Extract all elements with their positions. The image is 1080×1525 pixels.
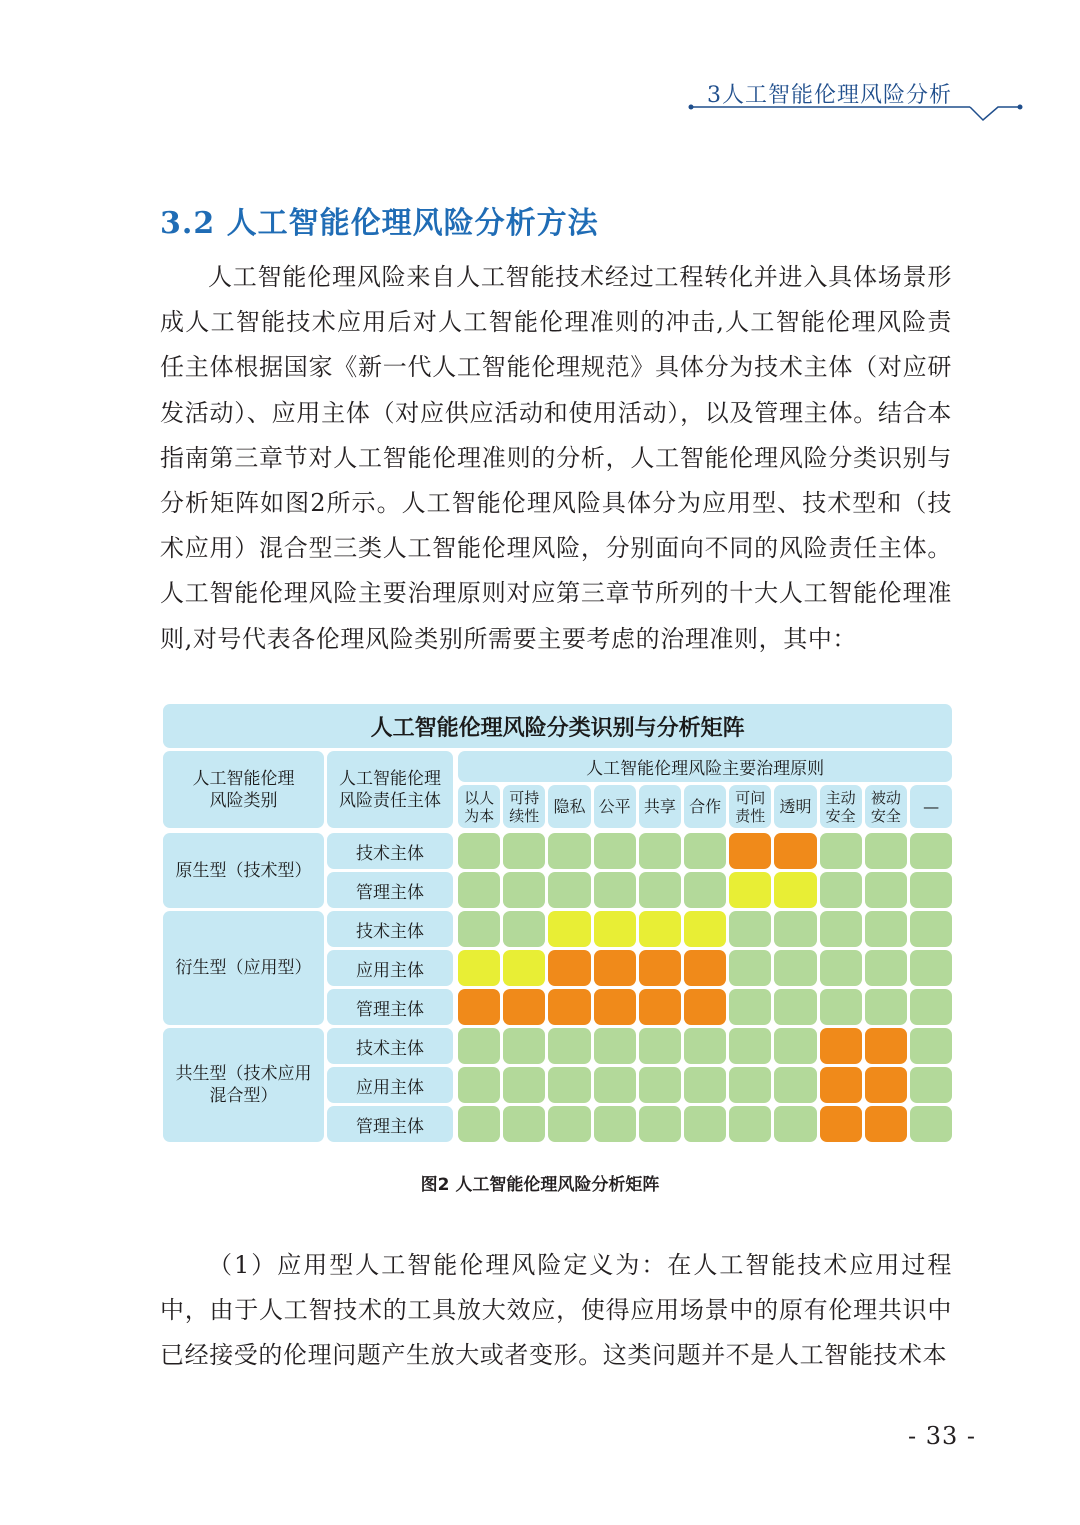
matrix-cell xyxy=(458,833,500,869)
matrix-cell xyxy=(865,1067,907,1103)
matrix-cell xyxy=(774,950,816,986)
matrix-cell xyxy=(548,872,590,908)
matrix-cell xyxy=(684,1028,726,1064)
matrix-cell xyxy=(639,1028,681,1064)
matrix-cell xyxy=(729,950,771,986)
principle-header-text: 隐私 xyxy=(553,797,586,816)
matrix-cell xyxy=(684,911,726,947)
principle-header-text: 透明 xyxy=(779,797,812,816)
matrix-cell xyxy=(594,1028,636,1064)
responsible-subject-label xyxy=(327,1067,453,1103)
header-governance-principles-text: 人工智能伦理风险主要治理原则 xyxy=(586,759,825,779)
matrix-cell xyxy=(910,1028,952,1064)
matrix-cell xyxy=(503,989,545,1025)
responsible-subject-label xyxy=(327,1106,453,1142)
matrix-cell xyxy=(458,1106,500,1142)
principle-header xyxy=(458,785,500,828)
matrix-cell xyxy=(774,1067,816,1103)
matrix-cell xyxy=(458,911,500,947)
matrix-cell xyxy=(594,989,636,1025)
matrix-cell xyxy=(594,833,636,869)
matrix-cell xyxy=(774,1028,816,1064)
risk-analysis-matrix xyxy=(163,704,948,1142)
matrix-cell xyxy=(503,950,545,986)
matrix-cell xyxy=(820,1067,862,1103)
matrix-cell xyxy=(820,1028,862,1064)
principle-header xyxy=(820,785,862,828)
matrix-cell xyxy=(684,872,726,908)
principle-header-text: 公平 xyxy=(598,797,631,816)
matrix-cell xyxy=(458,1028,500,1064)
matrix-cell xyxy=(729,872,771,908)
matrix-cell xyxy=(910,1106,952,1142)
matrix-cell xyxy=(503,1067,545,1103)
responsible-subject-label xyxy=(327,989,453,1025)
matrix-cell xyxy=(639,1106,681,1142)
matrix-cell xyxy=(458,1067,500,1103)
matrix-cell xyxy=(910,989,952,1025)
matrix-cell xyxy=(639,872,681,908)
matrix-cell xyxy=(548,1028,590,1064)
responsible-subject-label xyxy=(327,1028,453,1064)
matrix-cell xyxy=(729,989,771,1025)
matrix-cell xyxy=(729,1067,771,1103)
matrix-cell xyxy=(729,911,771,947)
matrix-cell xyxy=(594,1106,636,1142)
running-header-title: 3人工智能伦理风险分析 xyxy=(707,83,952,108)
responsible-subject-label-text: 技术主体 xyxy=(356,843,424,864)
matrix-cell xyxy=(548,1067,590,1103)
body-paragraph-1 xyxy=(160,255,952,662)
matrix-cell xyxy=(548,989,590,1025)
matrix-title xyxy=(163,704,952,748)
matrix-title-text: 人工智能伦理风险分类识别与分析矩阵 xyxy=(370,714,745,741)
principle-header-text: 共享 xyxy=(643,797,676,816)
responsible-subject-label-text: 技术主体 xyxy=(356,1038,424,1059)
header-rule-decoration xyxy=(688,104,1023,128)
matrix-cell xyxy=(820,950,862,986)
paragraph-text: （1）应用型人工智能伦理风险定义为：在人工智能技术应用过程中，由于人工智技术的工具放大效应，使得应用场景中的原有伦理共识中已经接受的伦理问题产生放大或者变形。这类问题并不是人工智能技术本 xyxy=(160,1251,952,1370)
matrix-cell xyxy=(865,1028,907,1064)
matrix-cell xyxy=(774,1106,816,1142)
header-governance-principles xyxy=(458,751,952,782)
section-title: 3.2 人工智能伦理风险分析方法 xyxy=(160,206,599,241)
matrix-cell xyxy=(910,911,952,947)
responsible-subject-label-text: 应用主体 xyxy=(356,1077,424,1098)
risk-category-label xyxy=(163,911,324,1025)
header-risk-category xyxy=(163,751,324,828)
responsible-subject-label-text: 应用主体 xyxy=(356,960,424,981)
principle-header xyxy=(548,785,590,828)
principle-header xyxy=(774,785,816,828)
principle-header xyxy=(594,785,636,828)
principle-header-text: 可问 责性 xyxy=(735,788,766,825)
risk-category-label-text: 共生型（技术应用 混合型） xyxy=(175,1064,312,1106)
matrix-cell xyxy=(503,1028,545,1064)
principle-header xyxy=(729,785,771,828)
body-paragraph-2 xyxy=(160,1243,952,1379)
matrix-cell xyxy=(548,1106,590,1142)
matrix-cell xyxy=(774,911,816,947)
figure-caption: 图2 人工智能伦理风险分析矩阵 xyxy=(420,1175,660,1195)
header-responsible-subject-text: 人工智能伦理 风险责任主体 xyxy=(339,768,441,811)
matrix-cell xyxy=(729,1028,771,1064)
matrix-cell xyxy=(548,833,590,869)
matrix-cell xyxy=(865,911,907,947)
principle-header-text: 被动 安全 xyxy=(870,788,901,825)
responsible-subject-label-text: 管理主体 xyxy=(356,999,424,1020)
matrix-cell xyxy=(820,911,862,947)
responsible-subject-label xyxy=(327,911,453,947)
matrix-cell xyxy=(910,1067,952,1103)
matrix-cell xyxy=(548,911,590,947)
principle-header xyxy=(684,785,726,828)
matrix-cell xyxy=(458,989,500,1025)
matrix-cell xyxy=(548,950,590,986)
matrix-cell xyxy=(503,911,545,947)
matrix-cell xyxy=(458,872,500,908)
matrix-cell xyxy=(729,833,771,869)
responsible-subject-label xyxy=(327,872,453,908)
risk-category-label-text: 衍生型（应用型） xyxy=(175,958,312,978)
header-responsible-subject xyxy=(327,751,453,828)
matrix-cell xyxy=(639,989,681,1025)
matrix-cell xyxy=(865,872,907,908)
principle-header-text: 可持 续性 xyxy=(509,788,540,825)
matrix-cell xyxy=(684,989,726,1025)
risk-category-label xyxy=(163,833,324,908)
principle-header xyxy=(865,785,907,828)
responsible-subject-label xyxy=(327,950,453,986)
matrix-cell xyxy=(594,872,636,908)
matrix-cell xyxy=(820,872,862,908)
responsible-subject-label xyxy=(327,833,453,869)
matrix-cell xyxy=(729,1106,771,1142)
matrix-cell xyxy=(910,872,952,908)
page-number: - 33 - xyxy=(907,1422,976,1450)
matrix-cell xyxy=(458,950,500,986)
matrix-cell xyxy=(774,872,816,908)
matrix-cell xyxy=(774,833,816,869)
header-risk-category-text: 人工智能伦理 风险类别 xyxy=(192,768,295,811)
principle-header xyxy=(910,785,952,828)
matrix-cell xyxy=(684,1067,726,1103)
principle-header-text: — xyxy=(923,797,940,816)
matrix-cell xyxy=(865,950,907,986)
matrix-cell xyxy=(865,833,907,869)
matrix-cell xyxy=(684,1106,726,1142)
matrix-cell xyxy=(503,833,545,869)
principle-header-text: 主动 安全 xyxy=(825,788,856,825)
matrix-cell xyxy=(910,950,952,986)
matrix-cell xyxy=(774,989,816,1025)
paragraph-text: 人工智能伦理风险来自人工智能技术经过工程转化并进入具体场景形成人工智能技术应用后对人工智能伦理准则的冲击,人工智能伦理风险责任主体根据国家《新一代人工智能伦理规范》具体分为技术主体（对应研发活动）、应用主体（对应供应活动和使用活动），以及管理主体。结合本指南第三章节对人工智能伦理准则的分析，人工智能伦理风险分类识别与分析矩阵如图2所示。人工智能伦理风险具体分为应用型、技术型和（技术应用）混合型三类人工智能伦理风险，分别面向不同的风险责任主体。人工智能伦理风险主要治理原则对应第三章节所列的十大人工智能伦理准则,对号代表各伦理风险类别所需要主要考虑的治理准则，其中： xyxy=(160,263,952,653)
matrix-cell xyxy=(684,950,726,986)
matrix-cell xyxy=(820,833,862,869)
responsible-subject-label-text: 技术主体 xyxy=(356,921,424,942)
matrix-cell xyxy=(910,833,952,869)
principle-header-text: 以人 为本 xyxy=(464,788,495,825)
principle-header xyxy=(639,785,681,828)
matrix-cell xyxy=(684,833,726,869)
matrix-cell xyxy=(639,911,681,947)
responsible-subject-label-text: 管理主体 xyxy=(356,1116,424,1137)
matrix-cell xyxy=(594,911,636,947)
matrix-cell xyxy=(503,1106,545,1142)
matrix-cell xyxy=(820,1106,862,1142)
responsible-subject-label-text: 管理主体 xyxy=(356,882,424,903)
principle-header-text: 合作 xyxy=(689,797,722,816)
matrix-cell xyxy=(639,833,681,869)
matrix-cell xyxy=(639,1067,681,1103)
matrix-cell xyxy=(865,989,907,1025)
matrix-cell xyxy=(503,872,545,908)
matrix-cell xyxy=(820,989,862,1025)
matrix-cell xyxy=(639,950,681,986)
matrix-cell xyxy=(594,1067,636,1103)
risk-category-label xyxy=(163,1028,324,1142)
matrix-cell xyxy=(594,950,636,986)
matrix-cell xyxy=(865,1106,907,1142)
risk-category-label-text: 原生型（技术型） xyxy=(175,860,312,881)
principle-header xyxy=(503,785,545,828)
